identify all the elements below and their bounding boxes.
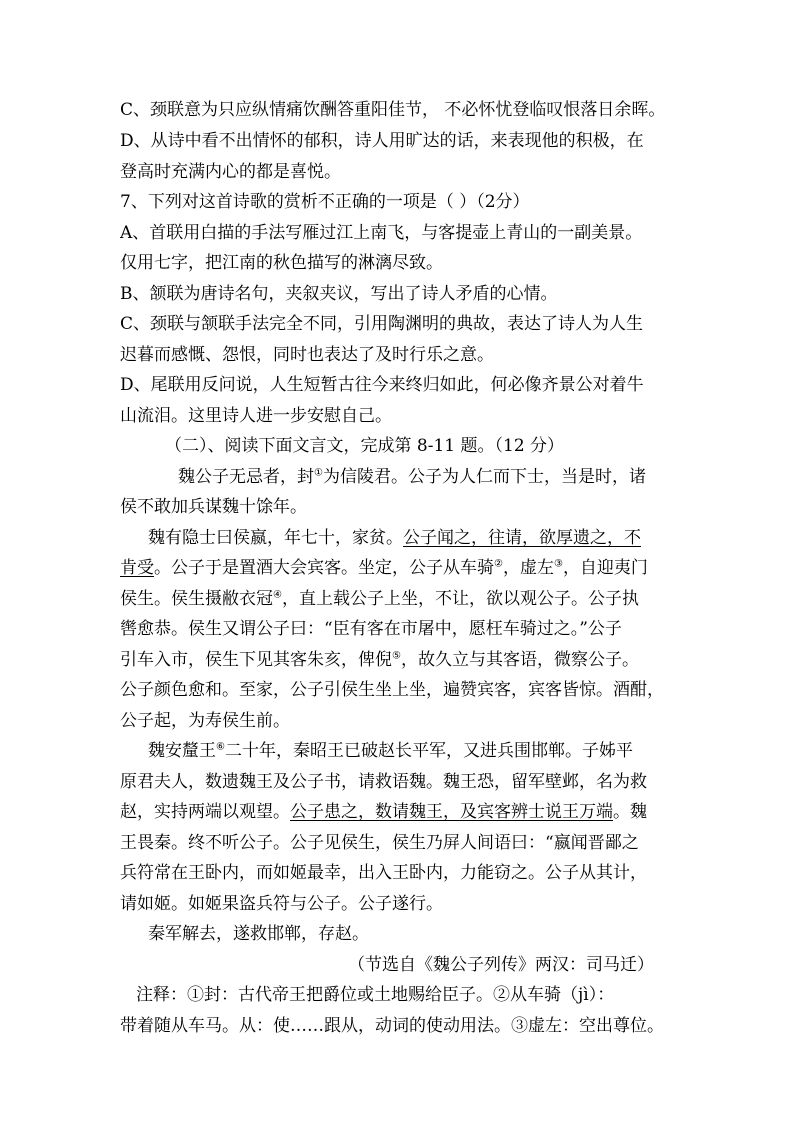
option-d-q6-cont: 登高时充满内心的都是喜悦。 bbox=[120, 162, 341, 182]
passage-p2-line1: 魏有隐士曰侯嬴，年七十，家贫。公子闻之，往请，欲厚遗之，不 bbox=[148, 528, 641, 548]
passage-p4-line1: 秦军解去，遂救邯郸，存赵。 bbox=[148, 924, 369, 944]
passage-p3-line6: 请如姬。如姬果盗兵符与公子。公子遂行。 bbox=[120, 894, 443, 914]
option-d-q6: D、从诗中看不出情怀的郁积，诗人用旷达的话，来表现他的积极，在 bbox=[120, 131, 644, 151]
passage-p3-line1: 魏安釐王⑥二十年，秦昭王已破赵长平军，又进兵围邯郸。子姊平 bbox=[148, 741, 633, 761]
passage-p3-line2: 原君夫人，数遗魏王及公子书，请救语魏。魏王恐，留军壁邺，名为救 bbox=[120, 772, 647, 792]
option-c-q6: C、颈联意为只应纵情痛饮酬答重阳佳节， 不必怀忧登临叹恨落日余晖。 bbox=[120, 100, 666, 120]
option-a-q7-cont: 仅用七字，把江南的秋色描写的淋漓尽致。 bbox=[120, 253, 443, 273]
section-heading: （二）、阅读下面文言文，完成第 8-11 题。（12 分） bbox=[165, 436, 565, 456]
passage-p3-line3: 赵，实持两端以观望。公子患之，数请魏王，及宾客辨士说王万端。魏 bbox=[120, 802, 647, 822]
passage-p2-line7: 公子起，为寿侯生前。 bbox=[120, 711, 290, 731]
passage-p3-line5: 兵符常在王卧内，而如姬最幸，出入王卧内，力能窃之。公子从其计， bbox=[120, 863, 647, 883]
option-c-q7: C、颈联与颔联手法完全不同，引用陶渊明的典故，表达了诗人为人生 bbox=[120, 314, 644, 334]
passage-p1-line1: 魏公子无忌者，封①为信陵君。公子为人仁而下士，当是时，诸 bbox=[178, 467, 646, 487]
passage-p3-line4: 王畏秦。终不听公子。公子见侯生，侯生乃屏人间语曰：“嬴闻晋鄙之 bbox=[120, 833, 639, 853]
underlined-sentence-1: 公子闻之，往请，欲厚遗之，不 bbox=[403, 528, 641, 548]
underlined-sentence-1-cont: 肯受 bbox=[120, 558, 154, 578]
passage-p2-line4: 辔愈恭。侯生又谓公子曰：“臣有客在市屠中，愿枉车骑过之。”公子 bbox=[120, 619, 622, 639]
option-a-q7: A、首联用白描的手法写雁过江上南飞，与客提壶上青山的一副美景。 bbox=[120, 223, 643, 243]
notes-line2: 带着随从车马。从：使……跟从，动词的使动用法。③虚左：空出尊位。 bbox=[120, 1016, 664, 1036]
passage-p2-line2: 肯受。公子于是置酒大会宾客。坐定，公子从车骑②，虚左③，自迎夷门 bbox=[120, 558, 648, 578]
option-d-q7: D、尾联用反问说，人生短暂古往今来终归如此，何必像齐景公对着牛 bbox=[120, 375, 644, 395]
passage-p2-line3: 侯生。侯生摄敝衣冠④，直上载公子上坐，不让，欲以观公子。公子执 bbox=[120, 589, 639, 609]
notes-line1: 注释：①封：古代帝王把爵位或土地赐给臣子。②从车骑（jì）： bbox=[136, 985, 615, 1005]
option-c-q7-cont: 迟暮而感慨、怨恨，同时也表达了及时行乐之意。 bbox=[120, 345, 494, 365]
passage-p2-line6: 公子颜色愈和。至家，公子引侯生坐上坐，遍赞宾客，宾客皆惊。酒酣， bbox=[120, 680, 664, 700]
passage-source: （节选自《魏公子列传》两汉：司马迁） bbox=[348, 955, 654, 975]
option-b-q7: B、颔联为唐诗名句，夹叙夹议，写出了诗人矛盾的心情。 bbox=[120, 284, 558, 304]
passage-p1-line2: 侯不敢加兵谋魏十馀年。 bbox=[120, 497, 307, 517]
question-7: 7、下列对这首诗歌的赏析不正确的一项是（ ）（2分） bbox=[120, 192, 530, 212]
underlined-sentence-2: 公子患之，数请魏王，及宾客辨士说王万端 bbox=[290, 802, 613, 822]
option-d-q7-cont: 山流泪。这里诗人进一步安慰自己。 bbox=[120, 406, 392, 426]
passage-p2-line5: 引车入市，侯生下见其客朱亥，俾倪⑤，故久立与其客语，微察公子。 bbox=[120, 650, 639, 670]
